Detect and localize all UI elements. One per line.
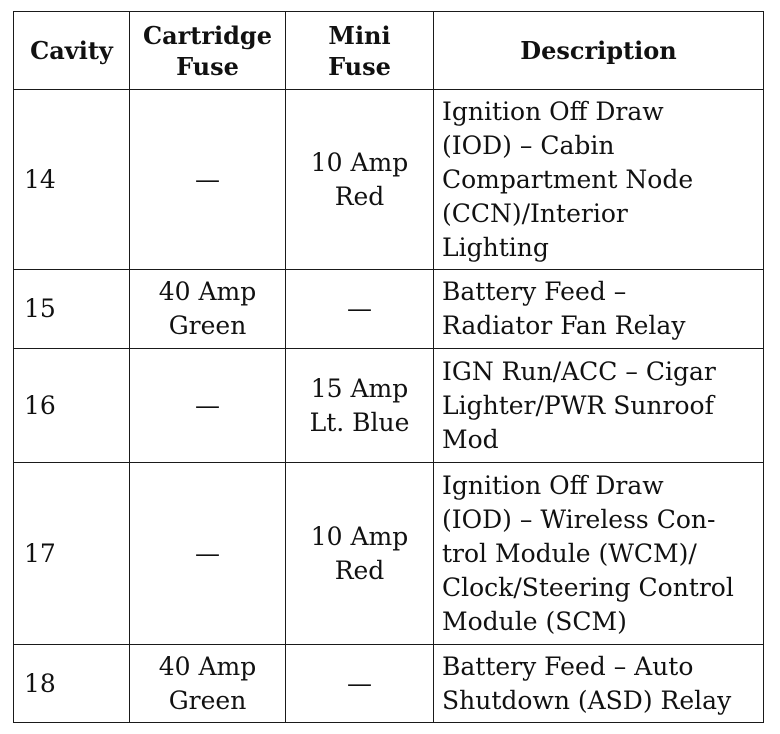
cartridge-fuse-line: 40 Amp bbox=[158, 277, 257, 306]
description-cell bbox=[434, 349, 764, 463]
description-line: Radiator Fan Relay bbox=[442, 311, 686, 340]
table-row-14 bbox=[14, 90, 764, 270]
description-line: (IOD) – Cabin bbox=[442, 130, 615, 160]
header-row bbox=[14, 12, 764, 90]
mini-fuse-cell bbox=[286, 645, 434, 723]
header-cartridge-fuse bbox=[130, 12, 286, 90]
description-line: Mod bbox=[442, 424, 499, 454]
description-cell bbox=[434, 270, 764, 349]
cavity-cell: 16 bbox=[14, 349, 130, 463]
cartridge-fuse-cell bbox=[130, 270, 286, 349]
mini-fuse-line: 15 Amp bbox=[310, 373, 409, 403]
mini-fuse-line: — bbox=[347, 294, 372, 323]
description-line: Module (SCM) bbox=[442, 606, 627, 636]
description-line: IGN Run/ACC – Cigar bbox=[442, 356, 716, 386]
cavity-cell: 17 bbox=[14, 463, 130, 645]
table-row-16 bbox=[14, 349, 764, 463]
table-row-17 bbox=[14, 463, 764, 645]
header-mini-fuse bbox=[286, 12, 434, 90]
mini-fuse-line: Red bbox=[334, 181, 385, 211]
cavity-cell: 18 bbox=[14, 645, 130, 723]
cartridge-fuse-line: 40 Amp bbox=[158, 651, 257, 681]
fuse-table bbox=[13, 11, 764, 723]
description-cell bbox=[434, 90, 764, 270]
table-row-18 bbox=[14, 645, 764, 723]
mini-fuse-cell bbox=[286, 349, 434, 463]
description-line: Battery Feed – bbox=[442, 277, 627, 306]
description-line: Clock/Steering Control bbox=[442, 572, 734, 602]
description-line: trol Module (WCM)/ bbox=[442, 538, 697, 568]
header-description bbox=[434, 12, 764, 90]
header-mini-line-1: Mini bbox=[328, 20, 391, 50]
cartridge-fuse-cell bbox=[130, 463, 286, 645]
mini-fuse-cell bbox=[286, 90, 434, 270]
header-cavity-text: Cavity bbox=[30, 36, 113, 65]
cartridge-fuse-line: Green bbox=[168, 311, 247, 340]
header-mini-line-2: Fuse bbox=[328, 51, 391, 81]
description-line: Ignition Off Draw bbox=[442, 96, 664, 126]
cartridge-fuse-cell bbox=[130, 349, 286, 463]
mini-fuse-cell bbox=[286, 463, 434, 645]
table-row-15 bbox=[14, 270, 764, 349]
mini-fuse-cell bbox=[286, 270, 434, 349]
header-cavity bbox=[14, 12, 130, 90]
description-cell bbox=[434, 645, 764, 723]
description-line: Lighting bbox=[442, 232, 549, 262]
cartridge-fuse-cell bbox=[130, 645, 286, 723]
mini-fuse-line: 10 Amp bbox=[310, 147, 409, 177]
description-cell bbox=[434, 463, 764, 645]
description-line: (CCN)/Interior bbox=[442, 198, 628, 228]
cartridge-fuse-line: — bbox=[195, 390, 220, 420]
description-line: Lighter/PWR Sunroof bbox=[442, 390, 714, 420]
description-line: Shutdown (ASD) Relay bbox=[442, 685, 732, 715]
mini-fuse-line: Lt. Blue bbox=[309, 407, 410, 437]
mini-fuse-line: Red bbox=[334, 555, 385, 585]
cavity-cell: 15 bbox=[14, 270, 130, 349]
cartridge-fuse-cell bbox=[130, 90, 286, 270]
cartridge-fuse-line: — bbox=[195, 538, 220, 568]
header-description-text: Description bbox=[520, 36, 677, 65]
cavity-cell: 14 bbox=[14, 90, 130, 270]
header-cartridge-line-2: Fuse bbox=[176, 51, 239, 81]
description-line: Ignition Off Draw bbox=[442, 470, 664, 500]
cartridge-fuse-line: Green bbox=[168, 685, 247, 715]
description-line: Battery Feed – Auto bbox=[442, 651, 694, 681]
cartridge-fuse-line: — bbox=[195, 164, 220, 194]
description-line: Compartment Node bbox=[442, 164, 694, 194]
header-cartridge-line-1: Cartridge bbox=[143, 20, 272, 50]
description-line: (IOD) – Wireless Con- bbox=[442, 504, 716, 534]
mini-fuse-line: — bbox=[347, 668, 372, 698]
mini-fuse-line: 10 Amp bbox=[310, 521, 409, 551]
